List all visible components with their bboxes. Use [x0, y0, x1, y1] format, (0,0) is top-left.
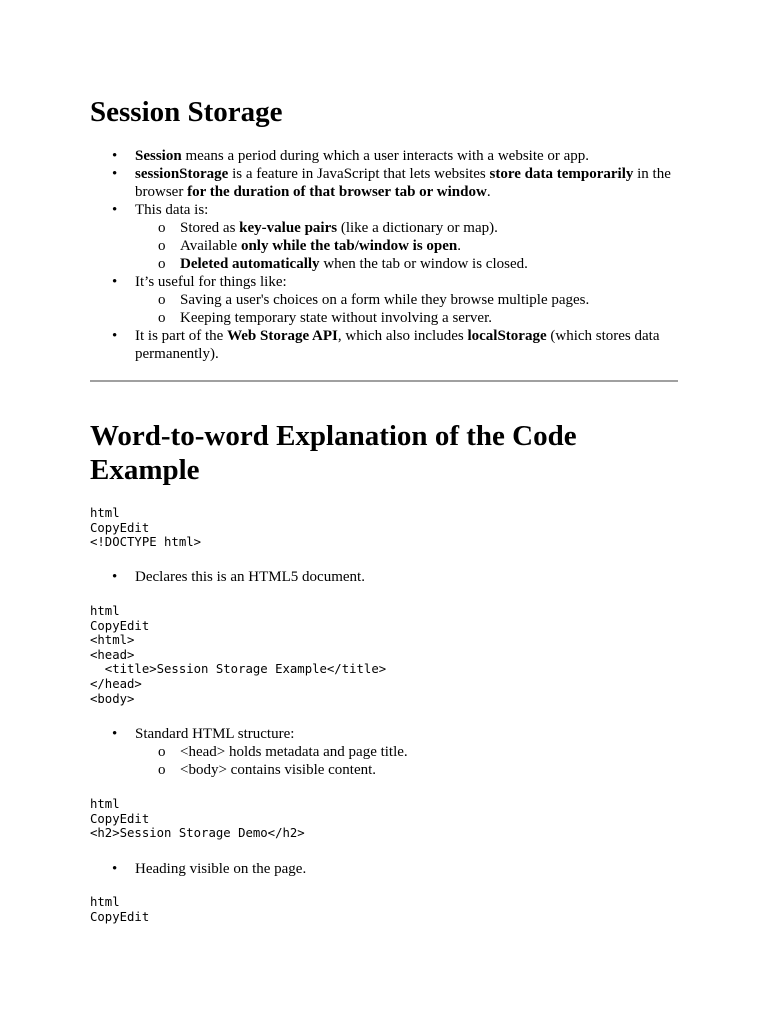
- text-run: It is part of the: [135, 328, 228, 344]
- sub-list-item: o <body> contains visible content.: [135, 761, 678, 779]
- bold-term: Web Storage API: [227, 328, 338, 344]
- list-item: [90, 273, 678, 327]
- text-run: (which stores data permanently).: [135, 328, 660, 362]
- section-heading-session-storage: Session Storage: [90, 96, 283, 128]
- bold-term: for the duration of that browser tab or window: [187, 184, 487, 200]
- sub-list-item: [135, 255, 678, 273]
- list-item: • Declares this is an HTML5 document.: [90, 568, 678, 586]
- bold-term: key-value pairs: [239, 220, 338, 236]
- code-block-partial: html CopyEdit: [90, 895, 150, 924]
- list-item: [90, 147, 678, 165]
- text-run: This data is:: [135, 202, 209, 218]
- sub-list: [135, 743, 678, 779]
- text-run: is a feature in JavaScript that lets websites: [228, 166, 490, 182]
- sub-list-item: [135, 219, 678, 237]
- sub-list-item: o Saving a user's choices on a form while they browse multiple pages.: [135, 291, 678, 309]
- text-run: , which also includes: [337, 328, 468, 344]
- text-run: means a period during which a user interacts with a website or app.: [181, 148, 590, 164]
- text-run: It’s useful for things like:: [135, 274, 287, 290]
- text-run: (like a dictionary or map).: [337, 220, 498, 236]
- bold-term: sessionStorage: [135, 166, 229, 182]
- explanation-list-heading: [90, 860, 678, 878]
- explanation-list-structure: [90, 725, 678, 779]
- text-run: .: [457, 238, 461, 254]
- bold-term: Deleted automatically: [180, 256, 320, 272]
- bold-term: Session: [135, 148, 182, 164]
- section-heading-word-to-word: Word-to-word Explanation of the Code Example: [90, 420, 577, 486]
- text-run: Stored as: [180, 220, 240, 236]
- sub-list: [135, 291, 678, 327]
- explanation-list-doctype: [90, 568, 678, 586]
- list-item: [90, 327, 678, 363]
- text-run: Standard HTML structure:: [135, 726, 295, 742]
- text-run: when the tab or window is closed.: [319, 256, 528, 272]
- sub-list-item: o Keeping temporary state without involving a server.: [135, 309, 678, 327]
- sub-list-item: o <head> holds metadata and page title.: [135, 743, 678, 761]
- code-block-heading: html CopyEdit <h2>Session Storage Demo</h2>: [90, 797, 305, 841]
- code-block-doctype: html CopyEdit <!DOCTYPE html>: [90, 506, 202, 550]
- list-item: [90, 725, 678, 779]
- horizontal-divider: [90, 380, 678, 382]
- bold-term: store data temporarily: [489, 166, 634, 182]
- text-run: Available: [180, 238, 241, 254]
- text-run: .: [486, 184, 491, 200]
- list-item: [90, 165, 678, 201]
- list-item: • Heading visible on the page.: [90, 860, 678, 878]
- bold-term: localStorage: [467, 328, 547, 344]
- text-run: in the browser: [135, 166, 671, 200]
- session-storage-bullet-list: [90, 147, 678, 363]
- sub-list: [135, 219, 678, 273]
- sub-list-item: [135, 237, 678, 255]
- list-item: [90, 201, 678, 273]
- code-block-html-head: html CopyEdit <html> <head> <title>Session Storage Example</title> </head> <body>: [90, 604, 387, 706]
- bold-term: only while the tab/window is open: [240, 238, 458, 254]
